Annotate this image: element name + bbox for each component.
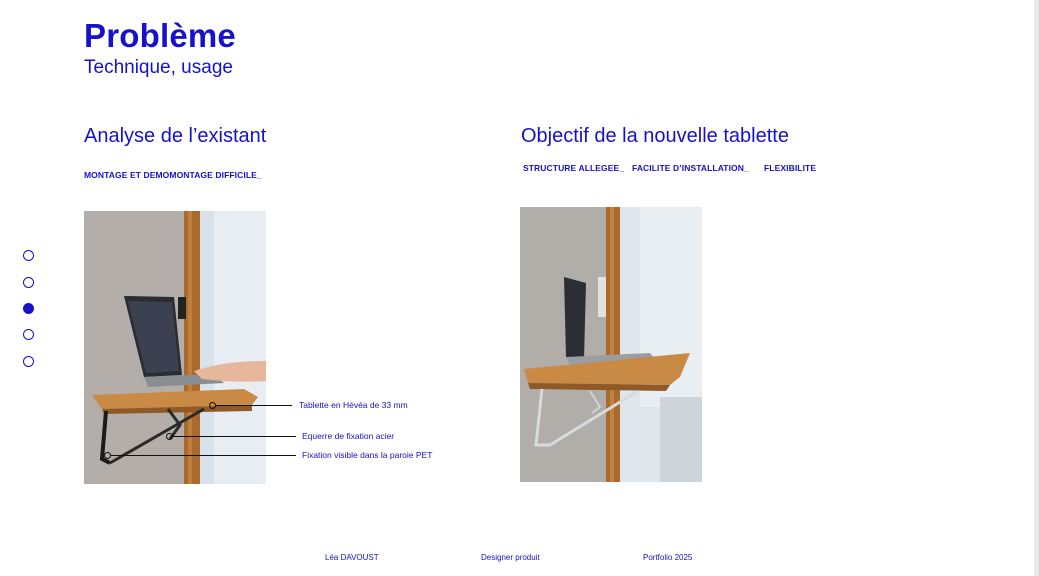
annotation-shelf-material: Tablette en Hévéa de 33 mm (299, 400, 408, 410)
existing-problem-keyword: MONTAGE ET DEMOMONTAGE DIFFICILE_ (84, 170, 262, 180)
slide-nav-dot-1[interactable] (23, 250, 34, 261)
annotation-marker-fixing (104, 452, 111, 459)
annotation-leader-bracket (173, 436, 296, 437)
existing-analysis-heading: Analyse de l’existant (84, 125, 267, 147)
goal-keyword-light-structure: STRUCTURE ALLEGEE_ (523, 163, 625, 173)
goal-keyword-easy-install: FACILITE D’INSTALLATION_ (632, 163, 749, 173)
annotation-marker-bracket (166, 433, 173, 440)
footer-role: Designer produit (481, 553, 540, 562)
page-subtitle: Technique, usage (84, 57, 233, 78)
footer-author: Léa DAVOUST (325, 553, 379, 562)
annotation-leader-fixing (111, 455, 296, 456)
new-shelf-goal-heading: Objectif de la nouvelle tablette (521, 125, 789, 147)
annotation-leader-shelf (216, 405, 292, 406)
annotation-visible-fixing: Fixation visible dans la paroie PET (302, 450, 433, 460)
new-shelf-photo (520, 207, 702, 482)
slide-nav-dot-4[interactable] (23, 329, 34, 340)
annotation-marker-shelf (209, 402, 216, 409)
goal-keyword-flexibility: FLEXIBILITE (764, 163, 817, 173)
slide-nav-dot-2[interactable] (23, 277, 34, 288)
page-title: Problème (84, 17, 236, 54)
existing-shelf-photo (84, 211, 266, 484)
page-scrollbar[interactable] (1034, 0, 1039, 576)
slide-nav-dot-5[interactable] (23, 356, 34, 367)
footer-portfolio: Portfolio 2025 (643, 553, 693, 562)
annotation-steel-bracket: Equerre de fixation acier (302, 431, 395, 441)
slide-nav-dot-3-active[interactable] (23, 303, 34, 314)
